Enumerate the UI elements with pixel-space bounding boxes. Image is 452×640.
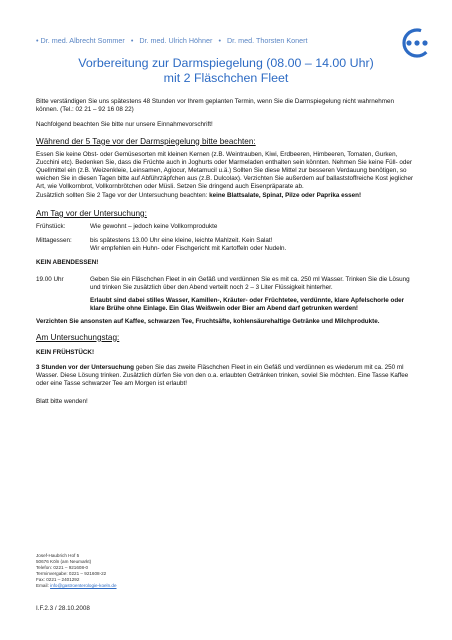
address-line: 50676 Köln (am Neumarkt)	[36, 559, 92, 565]
bullet: •	[36, 36, 39, 45]
page-title	[36, 56, 416, 86]
bullet: •	[218, 36, 221, 45]
section-heading-exam-day: Am Untersuchungstag:	[36, 332, 120, 342]
diet-text: Essen Sie keine Obst- oder Gemüsesorten mit kleinen Kernen (z.B. Weintrauben, Kiwi, Erdbeeren, Himbeeren, Tomaten, Gurken, Zucchini etc). Bedenken Sie, dass die Früchte auch in Joghurts oder Marmeladen enthalten sein könnten. Nehmen Sie keine Füll- oder Quellmittel ein (z.B. Weizenkleie, Leinsamen, Agiocur, Metamucil u.ä.) Sollten Sie diese Mittel zur besseren Verdauung benötigen, so weichen Sie in diesen Tagen bitte auf Abführzäpfchen aus (z.B. Dulcolax). Verzichten Sie außerdem auf ballaststoffreiche Kost jeglicher Art, wie Vollkornbrot, Vollkornbrötchen oder Müsli. Setzen Sie dringend auch Eisenpräparate ab.	[36, 150, 414, 191]
breakfast-label: Frühstück:	[36, 222, 66, 230]
address-line: Josef-Haubrich Hof 5	[36, 553, 80, 558]
lunch-text-1: bis spätestens 13.00 Uhr eine kleine, leichte Mahlzeit. Kein Salat!	[90, 237, 273, 245]
diet-paragraph	[36, 151, 416, 200]
exam-day-text: geben Sie das zweite Fläschchen Fleet in ein Gefäß und verdünnen es wiederum mit ca. 250 ml Wasser. Diese Lösung trinken. Zusätzlich dürfen Sie von den o.a. erlaubten Getränken trinken, soviel Sie möchten. Eine Tasse Kaffee oder eine Tasse schwarzer Tee am Morgen ist erlaubt!	[36, 363, 409, 388]
email-link[interactable]: info@gastroenterologie-koeln.de	[50, 583, 117, 589]
bullet: •	[130, 36, 134, 45]
section-heading-day-before: Am Tag vor der Untersuchung:	[36, 208, 147, 218]
practice-logo	[400, 26, 434, 60]
address-line: Terminvergabe: 0221 – 921608-22	[36, 571, 107, 577]
exam-day-bold-start: 3 Stunden vor der Untersuchung	[36, 363, 134, 371]
practice-address	[36, 553, 236, 590]
doctor-name-2: Dr. med. Ulrich Höhner	[139, 36, 213, 45]
doctor-name-3: Dr. med. Thorsten Konert	[226, 36, 308, 45]
document-id: I.F.2.3 / 28.10.2008	[36, 605, 90, 612]
lunch-text-2: Wir empfehlen ein Huhn- oder Fischgericht mit Kartoffeln oder Nudeln.	[90, 245, 287, 253]
allowed-drinks-note: Erlaubt sind dabei stilles Wasser, Kamillen-, Kräuter- oder Früchtetee, verdünnte, klare Apfelschorle oder klare Brühe ohne Einlage. Ein Glas Weißwein oder Bier am Abend darf getrunken werden!	[90, 297, 405, 313]
instruction-note: Nachfolgend beachten Sie bitte nur unsere Einnahmevorschrift!	[36, 121, 213, 129]
evening-dose-text: Geben Sie ein Fläschchen Fleet in ein Gefäß und verdünnen Sie es mit ca. 250 ml Wasser. Trinken Sie die Lösung und trinken Sie zusätzlich über den Abend verteilt noch 2 – 3 Liter Flüssigkeit hinterher.	[90, 275, 410, 291]
doctor-name-1: Dr. med. Albrecht Sommer	[40, 36, 125, 45]
email-label: Email:	[36, 583, 49, 589]
diet-text-end: Zusätzlich sollten Sie 2 Tage vor der Untersuchung beachten:	[36, 191, 208, 199]
document-body	[36, 98, 416, 407]
email-line	[36, 583, 236, 589]
section-heading-5-days: Während der 5 Tage vor der Darmspiegelung bitte beachten:	[36, 136, 256, 146]
intro-paragraph: Bitte verständigen Sie uns spätestens 48 Stunden vor Ihrem geplanten Termin, wenn Sie die Darmspiegelung nicht wahrnehmen können. (Tel.: 02 21 – 92 16 08 22)	[36, 98, 394, 114]
lunch-row	[36, 237, 416, 253]
exam-day-paragraph	[36, 364, 416, 389]
address-line: Telefon: 0221 – 921608-0	[36, 565, 89, 571]
diet-text-end-bold: keine Blattsalate, Spinat, Pilze oder Paprika essen!	[209, 191, 362, 199]
address-line: Fax: 0221 – 2401292	[36, 577, 80, 583]
avoid-drinks-note: Verzichten Sie ansonsten auf Kaffee, schwarzen Tee, Fruchtsäfte, kohlensäurehaltige Getränke und Milchprodukte.	[36, 318, 380, 326]
title-line-2: mit 2 Fläschchen Fleet	[163, 71, 289, 85]
evening-dose-row	[36, 276, 416, 292]
breakfast-row	[36, 223, 416, 231]
lunch-label: Mittagessen:	[36, 237, 72, 245]
no-dinner-note: KEIN ABENDESSEN!	[36, 259, 99, 267]
turn-page-note: Blatt bitte wenden!	[36, 398, 88, 406]
title-line-1: Vorbereitung zur Darmspiegelung (08.00 – 14.00 Uhr)	[78, 56, 374, 70]
lunch-text	[90, 237, 416, 253]
breakfast-text: Wie gewohnt – jedoch keine Vollkornprodukte	[90, 222, 218, 230]
no-breakfast-note: KEIN FRÜHSTÜCK!	[36, 348, 95, 356]
doctor-header	[36, 36, 386, 45]
evening-time-label: 19.00 Uhr	[36, 275, 64, 283]
